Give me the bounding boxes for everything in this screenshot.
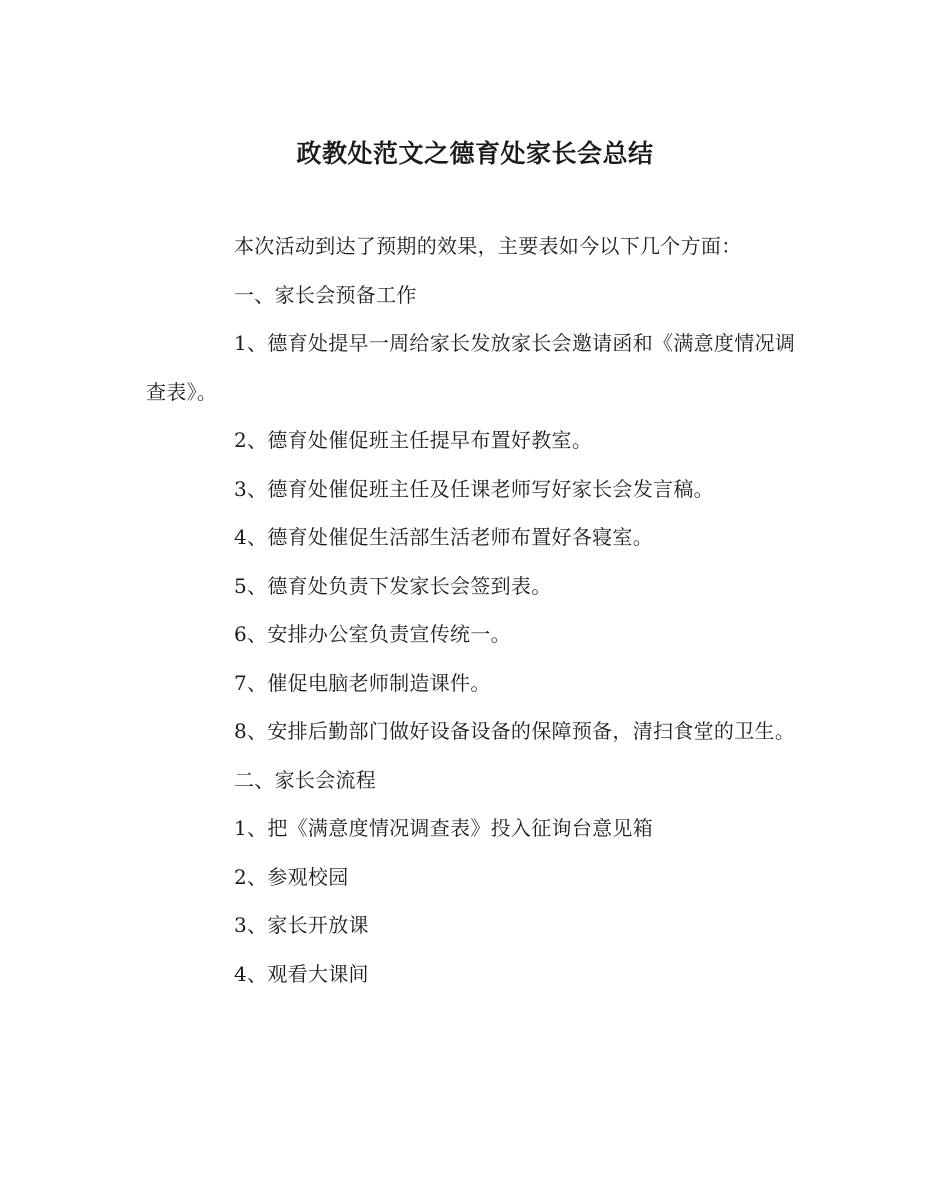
paragraph-intro: 本次活动到达了预期的效果，主要表如今以下几个方面： — [234, 234, 742, 258]
list-item: 4、德育处催促生活部生活老师布置好各寝室。 — [234, 525, 654, 549]
list-item: 1、把《满意度情况调查表》投入征询台意见箱 — [234, 816, 654, 840]
list-item: 3、德育处催促班主任及任课老师写好家长会发言稿。 — [234, 476, 714, 501]
section-heading-preparation: 一、家长会预备工作 — [234, 282, 417, 307]
list-item: 7、催促电脑老师制造课件。 — [234, 670, 491, 695]
list-item: 3、家长开放课 — [234, 913, 369, 937]
list-item: 1、德育处提早一周给家长发放家长会邀请函和《满意度情况调查表》。 — [146, 331, 796, 404]
list-item: 5、德育处负责下发家长会签到表。 — [234, 573, 552, 598]
list-item: 6、安排办公室负责宣传统一。 — [234, 622, 511, 646]
section-heading-process: 二、家长会流程 — [234, 767, 377, 792]
document-title: 政教处范文之德育处家长会总结 — [296, 139, 654, 168]
list-item: 2、参观校园 — [234, 864, 349, 889]
list-item: 2、德育处催促班主任提早布置好教室。 — [234, 428, 593, 452]
list-item: 8、安排后勤部门做好设备设备的保障预备，清扫食堂的卫生。 — [234, 719, 796, 743]
document-body — [146, 222, 796, 998]
list-item: 4、观看大课间 — [234, 961, 369, 986]
